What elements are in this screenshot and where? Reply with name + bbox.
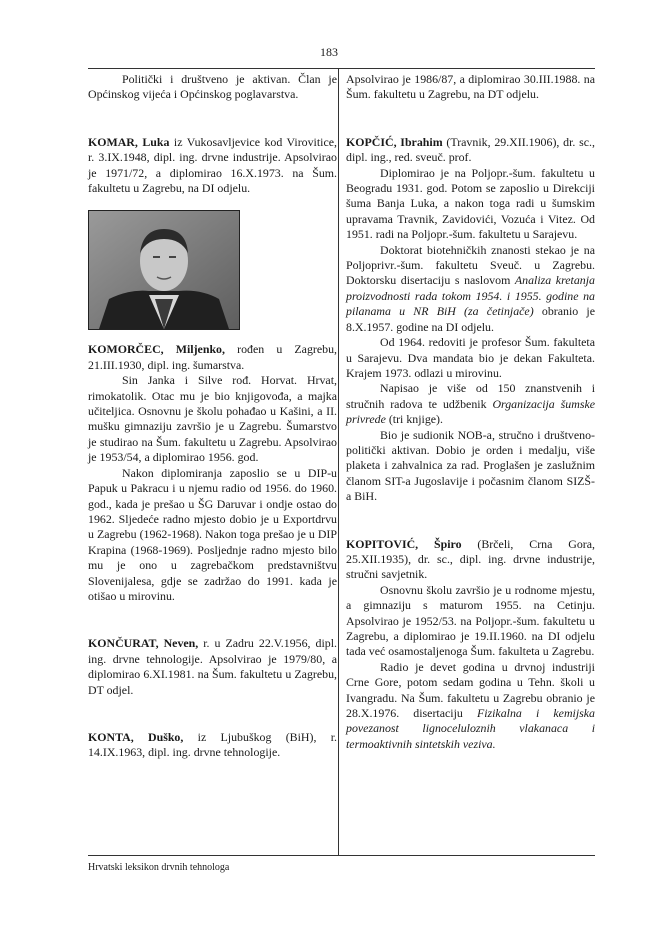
entry-name: KOPČIĆ, Ibrahim [346,134,443,149]
paragraph: Nakon diplomiranja zaposlio se u DIP-u Papuk u Pakracu i u njemu radio od 1956. do 1960. god., kada je prešao u ŠG Daruvar i ondje ostao do 1962. Sljedeće radno mjesto dobio je u Exportdrvu u Zagrebu (1962-1968). Nakon toga prešao je u DIP Krapina (1968-1969). Posljednje radno mjesto bilo mu je ono u zagrebačkom predstavništvu Slovenijalesa, gdje se zadržao do 1991. kada je otišao u mirovinu. [88,465,337,603]
footer-rule [88,855,595,856]
entry-name: KOMORČEC, Miljenko, [88,342,225,357]
entry-text: (Brčeli, Crna Gora, 25.XII.1935), dr. sc., dipl. ing. drvne industrije, stručni savjetnik. [346,536,596,582]
book-title: Organizacija šumske privrede [346,396,595,427]
paragraph-text: obranio je 8.X.1957. godine na DI odjelu. [346,304,595,334]
entry-koncurat [88,636,337,698]
entry-name: KONČURAT, Neven, [88,636,199,651]
entry-text: rođen u Zagrebu, 21.III.1930, dipl. ing. šumarstva. [88,342,337,372]
paragraph: Bio je sudionik NOB-a, stručno i društveno-politički aktivan. Dobio je orden i medalju, više plaketa i zahvalnica za rad. Proglašen je zaslužnim članom SIT-a Jugoslavije i počasnim članom SIZŠ-a BiH. [346,427,595,504]
entry-komar [88,135,337,197]
continued-entry-text: Apsolvirao je 1986/87, a diplomirao 30.III.1988. na Šum. fakultetu u Zagrebu, na DT odjelu. [346,72,595,102]
paragraph-text: Napisao je više od 150 znanstvenih i stručnih radova te udžbenik [346,381,595,411]
entry-kopitovic [346,537,595,583]
paragraph: Osnovnu školu završio je u rodnome mjestu, a gimnaziju s maturom 1955. na Cetinju. Apsolvirao je 1952/53. na Poljopr.-šum. fakultetu u Zagrebu, a diplomirao je 19.II.1960. na DI odjelu tada već osamostaljenoga Šum. fakulteta u Zagrebu. [346,582,595,659]
footer-text: Hrvatski leksikon drvnih tehnologa [88,862,230,873]
paragraph-text: Radio je devet godina u drvnoj industriji Crne Gore, potom sedam godina u Tehn. školi u Ivangradu. Na Šum. fakultetu u Zagrebu obranio je 28.X.1976. disertaciju [346,659,595,721]
entry-name: KOMAR, Luka [88,134,170,149]
portrait-photo [88,210,240,330]
paragraph: Diplomirao je na Poljopr.-šum. fakultetu u Beogradu 1931. god. Potom se zaposlio u Direkciji šuma Banja Luka, a nakon toga radi u šumskim upravama Travnik, Zavidovići, Vozuća i Vitez. Od 1951. radi na Poljopr.-šum. fakultetu u Sarajevu. [346,165,595,242]
header-rule [88,68,595,69]
left-column [88,72,337,761]
entry-text: r. u Zadru 22.V.1956, dipl. ing. drvne tehnologije. Apsolvirao je 1979/80, a diplomirao 6.XI.1981. na Šum. fakultetu u Zagrebu, DT odjel. [88,636,337,697]
paragraph [346,243,595,335]
entry-text: iz Vukosavljevice kod Virovitice, r. 3.IX.1948, dipl. ing. drvne industrije. Apsolvirao je 1971/72, a diplomirao 16.X.1973. na Šum. fakultetu u Zagrebu, na DI odjelu. [88,134,337,196]
entry-name: KOPITOVIĆ, Špiro [346,536,462,551]
entry-komorcec [88,342,337,373]
entry-text: (Travnik, 29.XII.1906), dr. sc., dipl. ing., red. sveuč. prof. [346,134,595,165]
right-column [346,72,595,752]
page-number: 183 [320,45,338,59]
entry-kopcic [346,135,595,166]
paragraph: Od 1964. redoviti je profesor Šum. fakulteta u Sarajevu. Dva mandata bio je dekan Fakulteta. Krajem 1973. odlazi u mirovinu. [346,335,595,380]
column-divider [338,68,339,855]
dissertation-title: Analiza kretanja proizvodnosti rada tokom 1954. i 1955. godine na pilanama u NR BiH (za četinjače) [346,273,595,319]
paragraph [346,381,595,427]
entry-text: iz Ljubuškog (BiH), r. 14.IX.1963, dipl. ing. drvne tehnologije. [88,729,337,760]
paragraph: Sin Janka i Silve rođ. Horvat. Hrvat, rimokatolik. Otac mu je bio knjigovođa, a majka učiteljica. Osnovnu je školu pohađao u Kašini, a II. mušku gimnaziju završio je u Zagrebu. Šumarstvo je studirao na Šum. fakultetu u Zagrebu. Apsolvirao je 1953/54, a diplomirao 1956. god. [88,373,337,465]
paragraph-text: (tri knjige). [385,412,443,427]
entry-konta [88,730,337,761]
dissertation-title: Fizikalna i kemijska povezanost lignoceluloznih vlakanaca i termoaktivnih sintetskih veziva. [346,706,595,751]
paragraph-text: Doktorat biotehničkih znanosti stekao je na Poljoprivr.-šum. fakultetu Sveuč. u Zagrebu. Doktorsku disertaciju s naslovom [346,242,595,288]
continued-entry-text: Politički i društveno je aktivan. Član je Općinskog vijeća i Općinskog poglavarstva. [88,72,337,102]
entry-name: KONTA, Duško, [88,729,184,744]
paragraph [346,660,595,752]
